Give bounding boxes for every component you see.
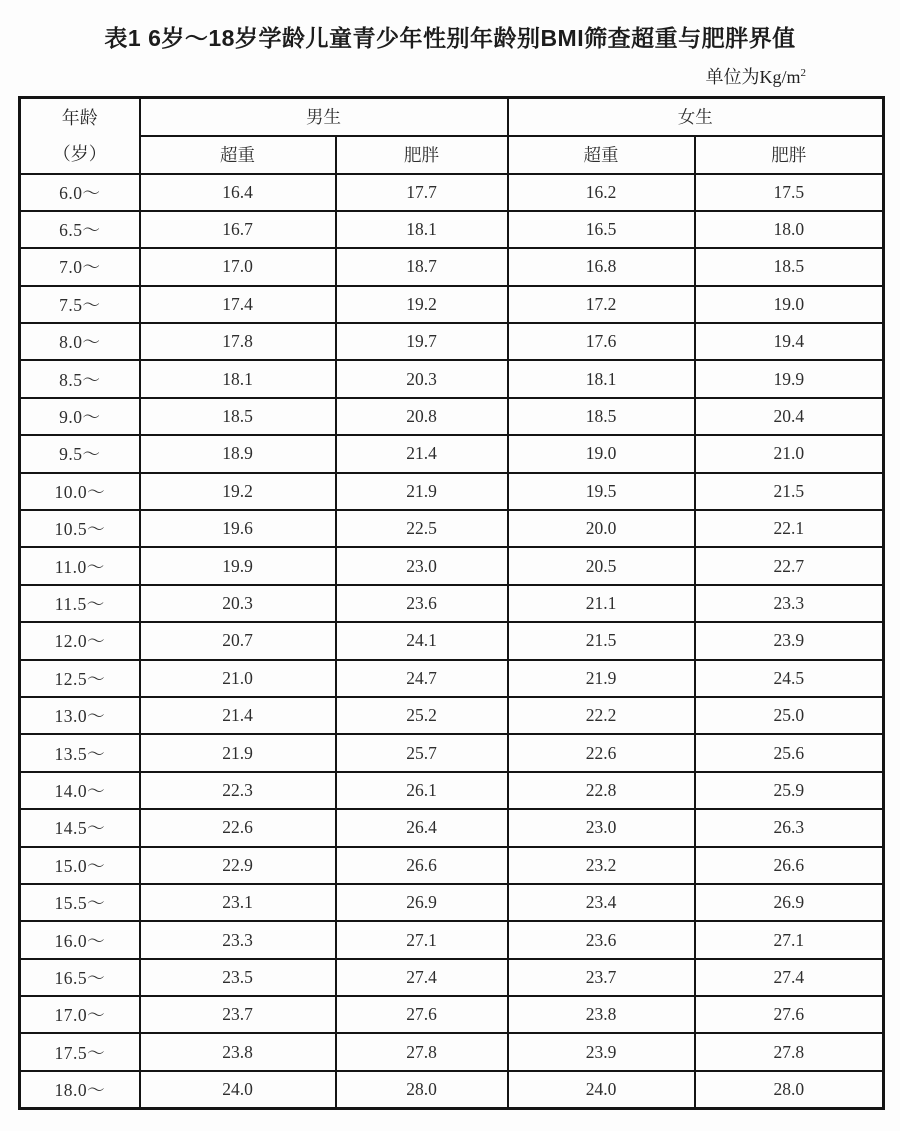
table-row (20, 473, 884, 510)
cell-female-overweight: 23.9 (508, 1033, 695, 1070)
bmi-cutoff-table (18, 96, 885, 1110)
table-row (20, 1071, 884, 1108)
table-row (20, 697, 884, 734)
header-row-groups (20, 98, 884, 136)
cell-male-obesity: 24.1 (336, 622, 508, 659)
table-row (20, 286, 884, 323)
cell-male-overweight: 24.0 (140, 1071, 336, 1108)
cell-female-overweight: 23.7 (508, 959, 695, 996)
cell-female-obesity: 22.7 (695, 547, 884, 584)
table-row (20, 959, 884, 996)
cell-male-obesity: 20.3 (336, 360, 508, 397)
header-female: 女生 (508, 98, 884, 136)
cell-age: 15.0～ (20, 847, 140, 884)
cell-age: 14.0～ (20, 772, 140, 809)
cell-age: 8.5～ (20, 360, 140, 397)
table-row (20, 1033, 884, 1070)
cell-female-obesity: 26.6 (695, 847, 884, 884)
cell-male-obesity: 18.1 (336, 211, 508, 248)
header-male-overweight: 超重 (140, 136, 336, 174)
cell-female-obesity: 20.4 (695, 398, 884, 435)
cell-age: 15.5～ (20, 884, 140, 921)
cell-female-obesity: 25.9 (695, 772, 884, 809)
table-row (20, 921, 884, 958)
cell-female-obesity: 23.3 (695, 585, 884, 622)
cell-female-obesity: 18.0 (695, 211, 884, 248)
cell-age: 8.0～ (20, 323, 140, 360)
cell-male-overweight: 21.0 (140, 660, 336, 697)
cell-female-overweight: 22.8 (508, 772, 695, 809)
cell-male-obesity: 20.8 (336, 398, 508, 435)
table-header (20, 98, 884, 174)
table-row (20, 547, 884, 584)
unit-text: 单位为Kg/m (705, 67, 801, 87)
cell-age: 7.0～ (20, 248, 140, 285)
cell-age: 13.5～ (20, 734, 140, 771)
cell-age: 9.5～ (20, 435, 140, 472)
cell-male-overweight: 19.2 (140, 473, 336, 510)
cell-female-obesity: 24.5 (695, 660, 884, 697)
header-age-line2: （岁） (52, 143, 107, 164)
cell-male-overweight: 16.7 (140, 211, 336, 248)
cell-male-overweight: 23.3 (140, 921, 336, 958)
cell-male-overweight: 22.3 (140, 772, 336, 809)
cell-age: 9.0～ (20, 398, 140, 435)
cell-age: 12.5～ (20, 660, 140, 697)
cell-male-obesity: 26.1 (336, 772, 508, 809)
cell-age: 7.5～ (20, 286, 140, 323)
cell-age: 10.5～ (20, 510, 140, 547)
cell-male-overweight: 18.5 (140, 398, 336, 435)
cell-female-overweight: 23.6 (508, 921, 695, 958)
header-age-line1: 年龄 (61, 107, 98, 128)
table-row (20, 248, 884, 285)
header-row-subgroups (20, 136, 884, 174)
table-body (20, 174, 884, 1109)
cell-male-obesity: 21.4 (336, 435, 508, 472)
cell-age: 6.0～ (20, 174, 140, 211)
cell-age: 10.0～ (20, 473, 140, 510)
cell-male-overweight: 17.0 (140, 248, 336, 285)
cell-male-obesity: 27.4 (336, 959, 508, 996)
cell-female-obesity: 26.9 (695, 884, 884, 921)
cell-male-overweight: 22.6 (140, 809, 336, 846)
cell-female-obesity: 25.6 (695, 734, 884, 771)
header-age (20, 98, 140, 174)
cell-female-overweight: 23.0 (508, 809, 695, 846)
cell-female-obesity: 28.0 (695, 1071, 884, 1108)
unit-superscript: 2 (800, 67, 806, 79)
cell-age: 6.5～ (20, 211, 140, 248)
table-row (20, 884, 884, 921)
cell-female-overweight: 17.2 (508, 286, 695, 323)
cell-male-obesity: 28.0 (336, 1071, 508, 1108)
cell-age: 18.0～ (20, 1071, 140, 1108)
cell-male-overweight: 17.8 (140, 323, 336, 360)
cell-female-obesity: 23.9 (695, 622, 884, 659)
cell-female-overweight: 17.6 (508, 323, 695, 360)
cell-male-overweight: 21.4 (140, 697, 336, 734)
cell-female-overweight: 19.5 (508, 473, 695, 510)
cell-male-overweight: 16.4 (140, 174, 336, 211)
cell-female-overweight: 19.0 (508, 435, 695, 472)
header-female-obesity: 肥胖 (695, 136, 884, 174)
cell-male-obesity: 27.6 (336, 996, 508, 1033)
table-row (20, 772, 884, 809)
cell-age: 13.0～ (20, 697, 140, 734)
cell-male-overweight: 23.7 (140, 996, 336, 1033)
cell-female-obesity: 17.5 (695, 174, 884, 211)
cell-male-overweight: 23.5 (140, 959, 336, 996)
cell-female-overweight: 23.8 (508, 996, 695, 1033)
cell-female-overweight: 18.5 (508, 398, 695, 435)
cell-male-overweight: 21.9 (140, 734, 336, 771)
table-row (20, 174, 884, 211)
cell-female-obesity: 25.0 (695, 697, 884, 734)
cell-male-overweight: 19.6 (140, 510, 336, 547)
cell-male-obesity: 26.4 (336, 809, 508, 846)
unit-note (705, 63, 806, 89)
cell-female-overweight: 22.2 (508, 697, 695, 734)
cell-male-overweight: 17.4 (140, 286, 336, 323)
cell-male-overweight: 23.1 (140, 884, 336, 921)
table-row (20, 211, 884, 248)
cell-female-overweight: 21.5 (508, 622, 695, 659)
cell-female-obesity: 18.5 (695, 248, 884, 285)
table-row (20, 847, 884, 884)
table-row (20, 323, 884, 360)
cell-age: 11.0～ (20, 547, 140, 584)
cell-age: 12.0～ (20, 622, 140, 659)
header-male-obesity: 肥胖 (336, 136, 508, 174)
cell-female-obesity: 21.5 (695, 473, 884, 510)
cell-age: 16.0～ (20, 921, 140, 958)
table-row (20, 660, 884, 697)
cell-male-overweight: 23.8 (140, 1033, 336, 1070)
cell-male-obesity: 23.0 (336, 547, 508, 584)
header-male: 男生 (140, 98, 508, 136)
table-row (20, 996, 884, 1033)
cell-female-overweight: 24.0 (508, 1071, 695, 1108)
cell-female-obesity: 19.9 (695, 360, 884, 397)
cell-age: 16.5～ (20, 959, 140, 996)
cell-male-obesity: 23.6 (336, 585, 508, 622)
cell-male-obesity: 19.2 (336, 286, 508, 323)
table-row (20, 360, 884, 397)
cell-female-overweight: 20.0 (508, 510, 695, 547)
cell-female-overweight: 23.4 (508, 884, 695, 921)
table-row (20, 398, 884, 435)
cell-male-obesity: 19.7 (336, 323, 508, 360)
table-row (20, 585, 884, 622)
cell-age: 14.5～ (20, 809, 140, 846)
cell-female-obesity: 22.1 (695, 510, 884, 547)
table-title: 表1 6岁～18岁学龄儿童青少年性别年龄别BMI筛查超重与肥胖界值 (104, 25, 796, 51)
cell-female-overweight: 21.9 (508, 660, 695, 697)
table-row (20, 622, 884, 659)
cell-female-overweight: 16.8 (508, 248, 695, 285)
header-female-overweight: 超重 (508, 136, 695, 174)
cell-male-overweight: 22.9 (140, 847, 336, 884)
cell-female-overweight: 23.2 (508, 847, 695, 884)
cell-female-obesity: 27.8 (695, 1033, 884, 1070)
cell-female-overweight: 16.2 (508, 174, 695, 211)
cell-male-obesity: 27.1 (336, 921, 508, 958)
cell-male-obesity: 27.8 (336, 1033, 508, 1070)
cell-female-obesity: 26.3 (695, 809, 884, 846)
cell-female-obesity: 27.4 (695, 959, 884, 996)
cell-female-obesity: 19.0 (695, 286, 884, 323)
cell-female-overweight: 21.1 (508, 585, 695, 622)
table-row (20, 734, 884, 771)
table-row (20, 510, 884, 547)
table-row (20, 809, 884, 846)
cell-female-obesity: 27.6 (695, 996, 884, 1033)
cell-female-overweight: 16.5 (508, 211, 695, 248)
cell-age: 11.5～ (20, 585, 140, 622)
cell-male-overweight: 18.1 (140, 360, 336, 397)
cell-female-overweight: 18.1 (508, 360, 695, 397)
cell-male-obesity: 25.7 (336, 734, 508, 771)
cell-male-obesity: 22.5 (336, 510, 508, 547)
cell-male-obesity: 24.7 (336, 660, 508, 697)
cell-female-overweight: 22.6 (508, 734, 695, 771)
cell-male-obesity: 26.9 (336, 884, 508, 921)
cell-male-overweight: 20.7 (140, 622, 336, 659)
cell-female-obesity: 27.1 (695, 921, 884, 958)
cell-male-overweight: 18.9 (140, 435, 336, 472)
table-row (20, 435, 884, 472)
cell-male-obesity: 21.9 (336, 473, 508, 510)
cell-female-overweight: 20.5 (508, 547, 695, 584)
cell-female-obesity: 19.4 (695, 323, 884, 360)
cell-male-obesity: 26.6 (336, 847, 508, 884)
cell-male-overweight: 19.9 (140, 547, 336, 584)
cell-age: 17.0～ (20, 996, 140, 1033)
cell-male-overweight: 20.3 (140, 585, 336, 622)
cell-female-obesity: 21.0 (695, 435, 884, 472)
cell-male-obesity: 17.7 (336, 174, 508, 211)
cell-male-obesity: 18.7 (336, 248, 508, 285)
cell-age: 17.5～ (20, 1033, 140, 1070)
cell-male-obesity: 25.2 (336, 697, 508, 734)
